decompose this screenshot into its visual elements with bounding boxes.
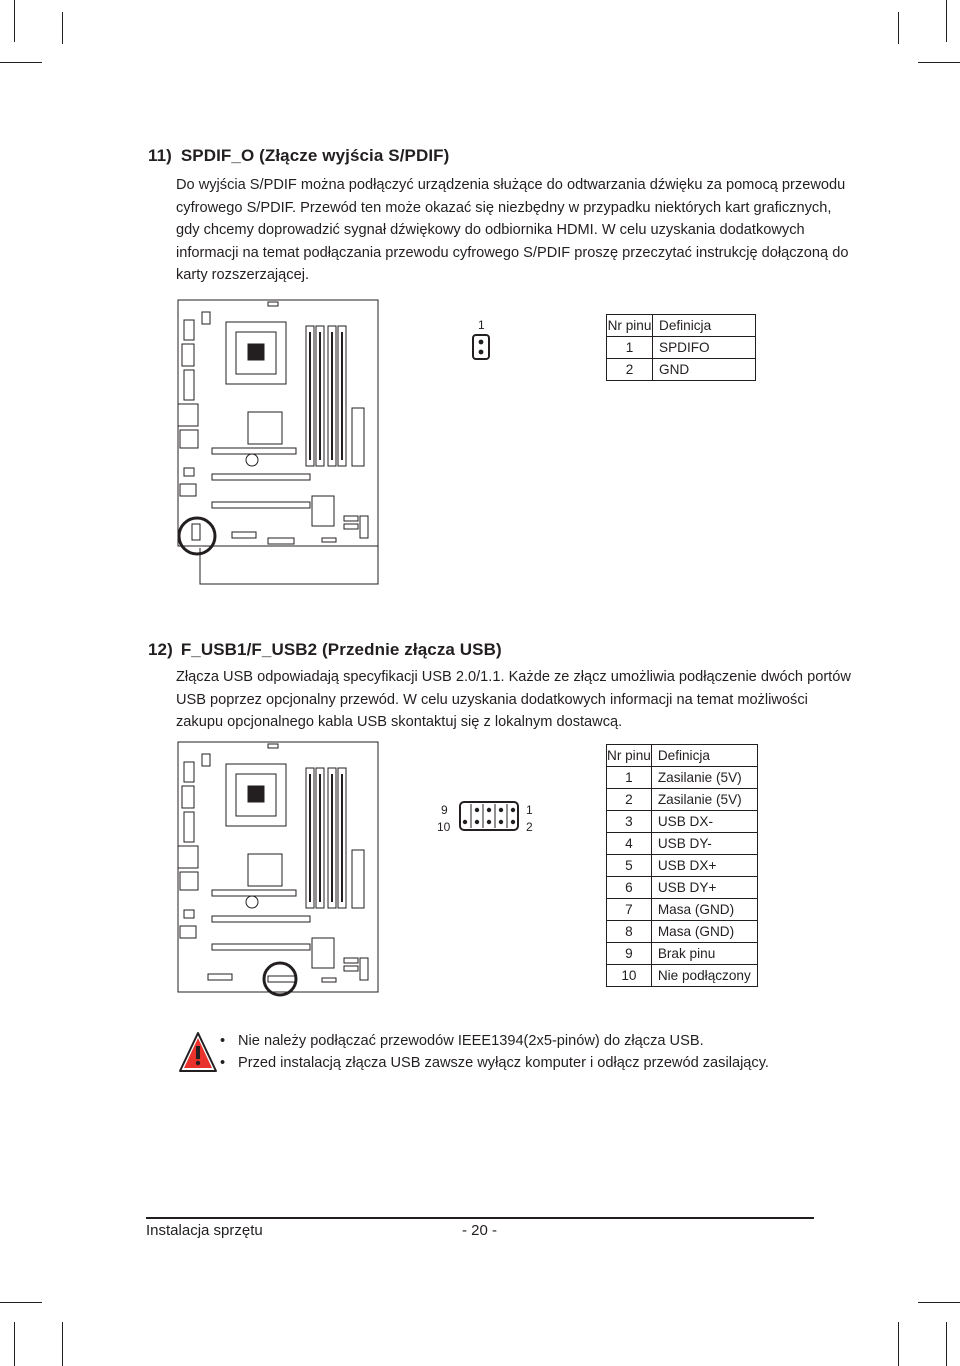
section-12-title: F_USB1/F_USB2 (Przednie złącza USB) (180, 640, 502, 659)
usb-header-icon (459, 801, 519, 831)
pin-definition-cell: USB DX+ (651, 855, 757, 877)
pin-definition-cell: Zasilanie (5V) (651, 789, 757, 811)
usb-pin-2-label: 2 (526, 820, 533, 834)
pin-number-cell: 3 (607, 811, 652, 833)
crop-mark (14, 0, 15, 42)
pin-number-cell: 2 (607, 789, 652, 811)
pin-definition-cell: USB DX- (651, 811, 757, 833)
usb-pin-table (606, 744, 758, 987)
crop-mark (918, 1302, 960, 1303)
table-row (607, 877, 758, 899)
table-header-cell: Nr pinu (607, 745, 652, 767)
usb-pin-9-label: 9 (441, 803, 448, 817)
pin-number-cell: 7 (607, 899, 652, 921)
crop-mark (0, 1302, 42, 1303)
table-header-cell: Definicja (651, 745, 757, 767)
paragraph-line: informacji na temat podłączania przewodu cyfrowego S/PDIF proszę przeczytać instrukcję dołączoną do (176, 244, 849, 261)
crop-mark (918, 62, 960, 63)
paragraph-line: karty rozszerzającej. (176, 267, 310, 283)
pin-number-cell: 4 (607, 833, 652, 855)
connector-highlight-circle (179, 518, 215, 554)
pin-definition-cell: USB DY+ (651, 877, 757, 899)
section-12-description (176, 666, 851, 734)
crop-mark (898, 12, 899, 44)
usb-pin-1-label: 1 (526, 803, 533, 817)
crop-mark (946, 0, 947, 42)
pin-number-cell: 2 (607, 359, 653, 381)
pin-definition-cell: Nie podłączony (651, 965, 757, 987)
warning-item: • Przed instalacją złącza USB zawsze wyłącz komputer i odłącz przewód zasilający. (220, 1052, 769, 1074)
paragraph-line: Złącza USB odpowiadają specyfikacji USB 2.0/1.1. Każde ze złącz umożliwia podłączenie dwóch portów (176, 669, 851, 685)
usb-pin-10-label: 10 (437, 820, 451, 834)
pin-definition-cell: Brak pinu (651, 943, 757, 965)
footer-chapter-title: Instalacja sprzętu (146, 1222, 263, 1239)
table-row (607, 921, 758, 943)
table-row (607, 359, 756, 381)
table-row (607, 855, 758, 877)
spdif-header-icon (472, 334, 490, 360)
pin-number-cell: 10 (607, 965, 652, 987)
crop-mark (0, 62, 42, 63)
crop-mark (62, 1322, 63, 1366)
pin-number-cell: 8 (607, 921, 652, 943)
paragraph-line: cyfrowego S/PDIF. Przewód ten może okazać się niezbędny w przypadku niektórych kart graficznych, (176, 199, 832, 216)
table-header-cell: Nr pinu (607, 315, 653, 337)
section-11-number: 11) (148, 146, 172, 165)
pin-number-cell: 5 (607, 855, 652, 877)
pin-definition-cell: Zasilanie (5V) (651, 767, 757, 789)
table-row (607, 899, 758, 921)
pin-definition-cell: GND (653, 359, 756, 381)
footer-divider (146, 1217, 814, 1219)
crop-mark (14, 1322, 15, 1366)
section-11-title: SPDIF_O (Złącze wyjścia S/PDIF) (180, 146, 450, 165)
table-row (607, 943, 758, 965)
pin-definition-cell: Masa (GND) (651, 899, 757, 921)
pin-definition-cell: SPDIFO (653, 337, 756, 359)
table-header-row (607, 745, 758, 767)
paragraph-line: Do wyjścia S/PDIF można podłączyć urządzenia służące do odtwarzania dźwięku za pomocą przewodu (176, 177, 846, 193)
warning-list (220, 1030, 769, 1074)
table-row (607, 337, 756, 359)
pin-number-cell: 1 (607, 337, 653, 359)
pin-number-cell: 1 (607, 767, 652, 789)
table-row (607, 833, 758, 855)
crop-mark (62, 12, 63, 44)
motherboard-layout-diagram (172, 298, 384, 588)
spdif-pin-1-label: 1 (478, 318, 485, 332)
paragraph-line: zakupu opcjonalnego kabla USB skontaktuj się z lokalnym dostawcą. (176, 714, 623, 730)
paragraph-line: USB poprzez opcjonalny przewód. W celu uzyskania dodatkowych informacji na temat możliwości (176, 691, 808, 708)
table-header-cell: Definicja (653, 315, 756, 337)
section-11-description (176, 174, 849, 287)
table-row (607, 811, 758, 833)
connector-highlight-circle (264, 963, 296, 995)
section-12-heading (148, 640, 502, 660)
warning-item: • Nie należy podłączać przewodów IEEE1394(2x5-pinów) do złącza USB. (220, 1030, 769, 1052)
spdif-pin-table (606, 314, 756, 381)
section-11-heading (148, 146, 449, 166)
motherboard-layout-diagram (172, 738, 384, 998)
crop-mark (898, 1322, 899, 1366)
crop-mark (946, 1322, 947, 1366)
warning-triangle-icon (178, 1030, 218, 1074)
page-number: - 20 - (462, 1222, 498, 1239)
pin-number-cell: 9 (607, 943, 652, 965)
table-row (607, 965, 758, 987)
section-12-number: 12) (148, 640, 173, 659)
pin-definition-cell: USB DY- (651, 833, 757, 855)
table-row (607, 789, 758, 811)
table-header-row (607, 315, 756, 337)
table-row (607, 767, 758, 789)
paragraph-line: gdy chcemy doprowadzić sygnał dźwiękowy do odbiornika HDMI. W celu uzyskania dodatkowych (176, 222, 805, 238)
pin-number-cell: 6 (607, 877, 652, 899)
pin-definition-cell: Masa (GND) (651, 921, 757, 943)
